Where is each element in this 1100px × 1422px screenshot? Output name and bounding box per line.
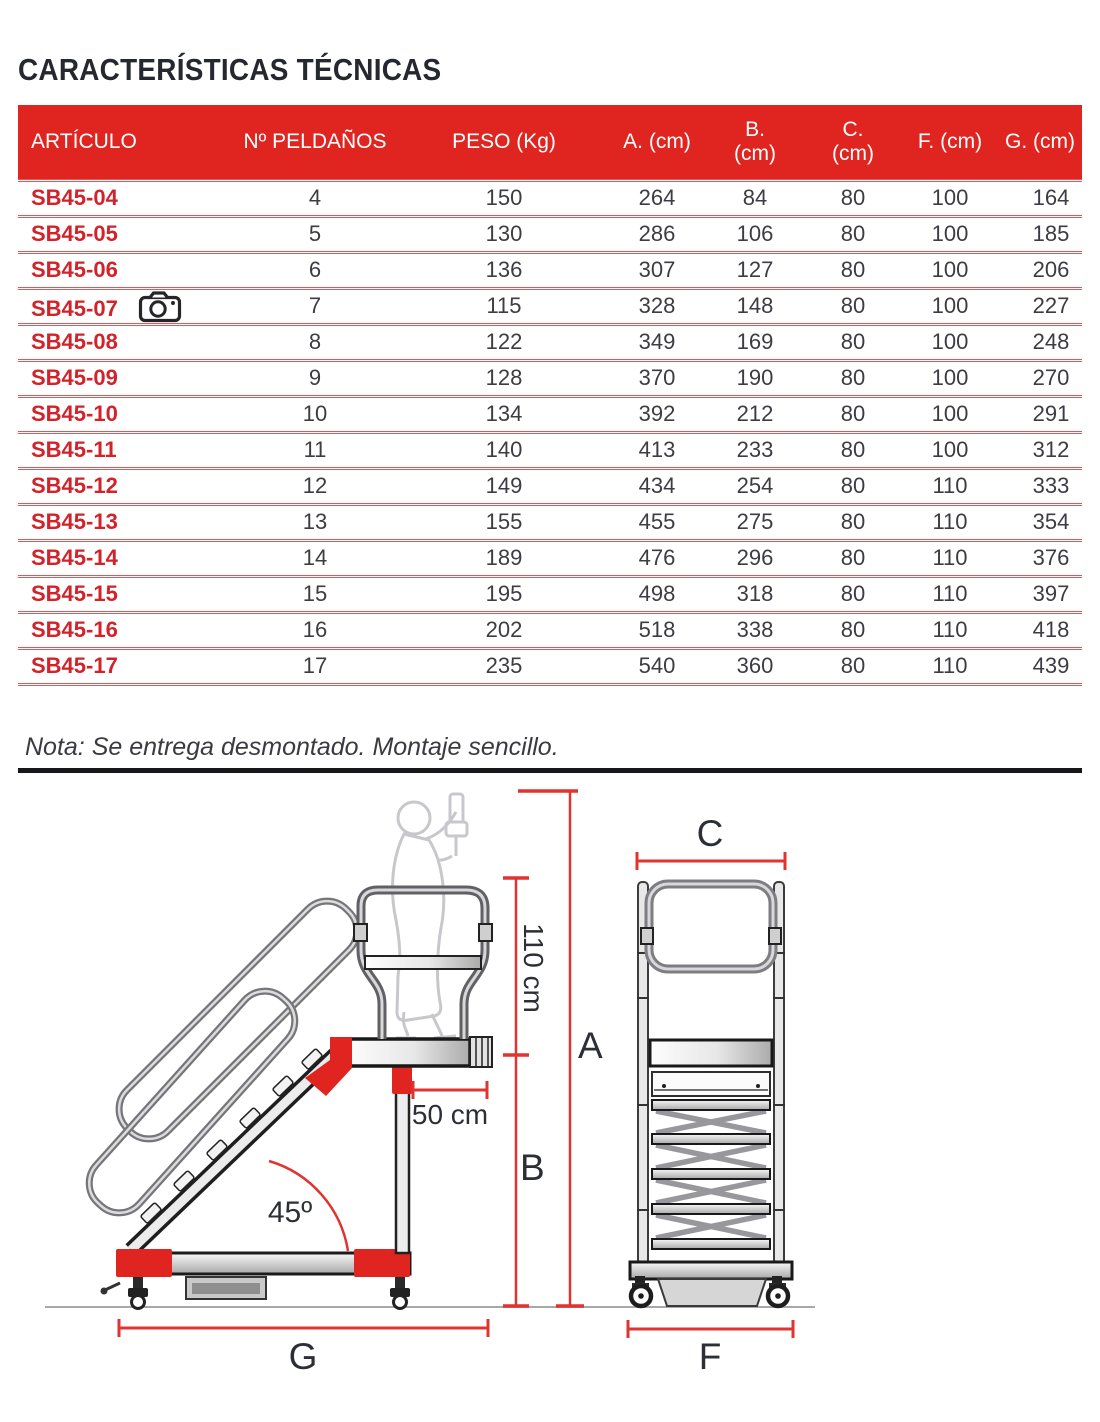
cell-c: 80 — [840, 617, 866, 642]
cell-g: 439 — [1032, 653, 1070, 678]
article-code: SB45-15 — [31, 581, 118, 606]
cell-g: 376 — [1032, 545, 1070, 570]
base-assembly — [101, 1249, 411, 1309]
article-code: SB45-11 — [31, 437, 117, 462]
angle-label: 45º — [267, 1196, 313, 1229]
page-title: CARACTERÍSTICAS TÉCNICAS — [18, 52, 442, 87]
cell-b: 148 — [736, 293, 774, 318]
worker-figure — [393, 794, 467, 1038]
cell-peso: 155 — [485, 509, 523, 534]
cell-c: 80 — [840, 545, 866, 570]
table-row — [18, 648, 1082, 684]
article-code: SB45-16 — [31, 617, 118, 642]
cell-a: 540 — [638, 653, 676, 678]
table-row — [18, 360, 1082, 396]
table-row — [18, 576, 1082, 612]
cell-b: 318 — [736, 581, 774, 606]
platform-depth-label: 50 cm — [411, 1099, 489, 1130]
cell-g: 206 — [1032, 257, 1070, 282]
cell-f: 100 — [931, 257, 969, 282]
front-platform-and-steps — [650, 1040, 772, 1249]
cell-b: 296 — [736, 545, 774, 570]
cell-c: 80 — [840, 365, 866, 390]
cell-peldanos: 13 — [302, 509, 328, 534]
cell-articulo — [18, 576, 230, 612]
cell-peldanos: 12 — [302, 473, 328, 498]
table-row — [18, 216, 1082, 252]
header-b: B. (cm) — [706, 105, 804, 180]
cell-c: 80 — [840, 221, 866, 246]
cell-a: 434 — [638, 473, 676, 498]
cell-c: 80 — [840, 329, 866, 354]
cell-c: 80 — [840, 653, 866, 678]
cell-peso: 115 — [486, 293, 522, 318]
cell-a: 498 — [638, 581, 676, 606]
post-joint — [392, 1064, 412, 1094]
divider-bar — [18, 768, 1082, 773]
header-peldanos: Nº PELDAÑOS — [230, 105, 400, 180]
article-code: SB45-05 — [31, 221, 118, 246]
cell-peso: 150 — [485, 185, 523, 210]
header-peso: PESO (Kg) — [400, 105, 608, 180]
technical-drawing — [0, 778, 1100, 1422]
cell-a: 413 — [638, 437, 676, 462]
cell-peldanos: 9 — [308, 365, 322, 390]
cell-peso: 128 — [485, 365, 523, 390]
platform-height-label: B — [520, 1147, 545, 1188]
table-row — [18, 432, 1082, 468]
cell-a: 370 — [638, 365, 676, 390]
cell-articulo — [18, 324, 230, 360]
cell-g: 227 — [1032, 293, 1070, 318]
cell-b: 84 — [742, 185, 768, 210]
cell-articulo — [18, 612, 230, 648]
cell-articulo — [18, 252, 230, 288]
cell-c: 80 — [840, 293, 866, 318]
table-row — [18, 468, 1082, 504]
cell-f: 100 — [931, 437, 969, 462]
base-width-label: F — [698, 1336, 722, 1377]
cell-peldanos: 8 — [308, 329, 322, 354]
cell-b: 275 — [736, 509, 774, 534]
cell-a: 518 — [638, 617, 676, 642]
cell-articulo — [18, 180, 230, 216]
article-code: SB45-06 — [31, 257, 118, 282]
table-row — [18, 504, 1082, 540]
cell-peldanos: 15 — [302, 581, 328, 606]
cell-peso: 130 — [485, 221, 523, 246]
cell-b: 190 — [736, 365, 774, 390]
cell-peldanos: 17 — [302, 653, 328, 678]
article-code: SB45-10 — [31, 401, 118, 426]
article-code: SB45-17 — [31, 653, 118, 678]
front-view-diagram — [628, 813, 793, 1377]
cell-b: 360 — [736, 653, 774, 678]
cell-b: 338 — [736, 617, 774, 642]
cell-c: 80 — [840, 401, 866, 426]
header-a: A. (cm) — [608, 105, 706, 180]
cell-g: 164 — [1032, 185, 1070, 210]
side-view-diagram — [78, 791, 603, 1377]
cell-b: 212 — [736, 401, 774, 426]
cell-g: 397 — [1032, 581, 1070, 606]
cell-c: 80 — [840, 437, 866, 462]
cell-peldanos: 5 — [308, 221, 322, 246]
article-code: SB45-12 — [31, 473, 118, 498]
cell-a: 392 — [638, 401, 676, 426]
cell-b: 254 — [736, 473, 774, 498]
cell-a: 328 — [638, 293, 676, 318]
top-width-label: C — [696, 813, 724, 854]
cell-peso: 189 — [485, 545, 523, 570]
cell-f: 110 — [932, 509, 968, 534]
cell-f: 110 — [932, 545, 968, 570]
cell-peso: 136 — [485, 257, 523, 282]
cell-f: 110 — [932, 473, 968, 498]
cell-a: 286 — [638, 221, 676, 246]
cell-c: 80 — [840, 509, 866, 534]
guardrail-height-label: 110 cm — [518, 923, 549, 1013]
article-code: SB45-07 — [31, 295, 118, 321]
table-row — [18, 540, 1082, 576]
cell-peso: 195 — [485, 581, 523, 606]
cell-articulo — [18, 216, 230, 252]
cell-articulo — [18, 648, 230, 684]
cell-g: 248 — [1032, 329, 1070, 354]
header-f: F. (cm) — [902, 105, 998, 180]
cell-peso: 149 — [485, 473, 523, 498]
cell-g: 270 — [1032, 365, 1070, 390]
spec-table-header — [18, 105, 1082, 180]
header-g: G. (cm) — [998, 105, 1082, 180]
cell-peldanos: 16 — [302, 617, 328, 642]
spec-table-body — [18, 180, 1082, 684]
header-c: C. (cm) — [804, 105, 902, 180]
cell-b: 127 — [736, 257, 774, 282]
cell-a: 264 — [638, 185, 676, 210]
cell-articulo — [18, 468, 230, 504]
cell-g: 333 — [1032, 473, 1070, 498]
cell-f: 100 — [931, 401, 969, 426]
cell-g: 291 — [1032, 401, 1070, 426]
cell-peso: 202 — [485, 617, 523, 642]
table-row — [18, 180, 1082, 216]
cell-peldanos: 10 — [302, 401, 328, 426]
cell-f: 110 — [932, 581, 968, 606]
article-code: SB45-13 — [31, 509, 118, 534]
cell-articulo — [18, 360, 230, 396]
cell-f: 110 — [932, 653, 968, 678]
cell-a: 476 — [638, 545, 676, 570]
header-articulo: ARTÍCULO — [18, 105, 230, 180]
platform-post — [392, 1064, 412, 1253]
cell-b: 106 — [736, 221, 774, 246]
table-row — [18, 324, 1082, 360]
article-code: SB45-08 — [31, 329, 118, 354]
article-code: SB45-09 — [31, 365, 118, 390]
table-row — [18, 396, 1082, 432]
cell-peso: 140 — [485, 437, 523, 462]
cell-g: 418 — [1032, 617, 1070, 642]
cell-articulo — [18, 432, 230, 468]
cell-b: 233 — [736, 437, 774, 462]
cell-f: 100 — [931, 185, 969, 210]
cell-c: 80 — [840, 581, 866, 606]
cell-c: 80 — [840, 185, 866, 210]
cell-f: 100 — [931, 365, 969, 390]
spec-table — [18, 105, 1082, 686]
front-base — [630, 1262, 792, 1306]
cell-a: 307 — [638, 257, 676, 282]
cell-f: 110 — [932, 617, 968, 642]
cell-c: 80 — [840, 257, 866, 282]
total-height-label: A — [578, 1025, 603, 1066]
table-note: Nota: Se entrega desmontado. Montaje sencillo. — [25, 733, 559, 761]
foot-right — [390, 1277, 410, 1309]
base-joint-left — [116, 1249, 172, 1277]
cell-peldanos: 6 — [308, 257, 322, 282]
cell-g: 185 — [1032, 221, 1070, 246]
cell-peso: 134 — [485, 401, 523, 426]
cell-b: 169 — [736, 329, 774, 354]
cell-f: 100 — [931, 329, 969, 354]
cell-articulo — [18, 540, 230, 576]
cell-a: 349 — [638, 329, 676, 354]
cell-peldanos: 14 — [302, 545, 328, 570]
cell-g: 312 — [1032, 437, 1070, 462]
cell-peso: 122 — [485, 329, 523, 354]
cell-articulo — [18, 288, 230, 324]
article-code: SB45-04 — [31, 185, 118, 210]
table-row — [18, 612, 1082, 648]
cell-articulo — [18, 396, 230, 432]
front-guardrail-panel — [641, 884, 781, 969]
cell-peso: 235 — [485, 653, 523, 678]
cell-peldanos: 4 — [308, 185, 322, 210]
cell-f: 100 — [931, 293, 969, 318]
cell-f: 100 — [931, 221, 969, 246]
cell-c: 80 — [840, 473, 866, 498]
cell-articulo — [18, 504, 230, 540]
cell-a: 455 — [638, 509, 676, 534]
table-row — [18, 252, 1082, 288]
cell-peldanos: 11 — [303, 437, 327, 462]
base-length-label: G — [288, 1336, 318, 1377]
camera-icon[interactable] — [138, 290, 182, 323]
cell-g: 354 — [1032, 509, 1070, 534]
header-row — [18, 105, 1082, 180]
article-code: SB45-14 — [31, 545, 118, 570]
cell-peldanos: 7 — [308, 293, 322, 318]
table-row — [18, 288, 1082, 324]
foot-left — [101, 1277, 149, 1309]
